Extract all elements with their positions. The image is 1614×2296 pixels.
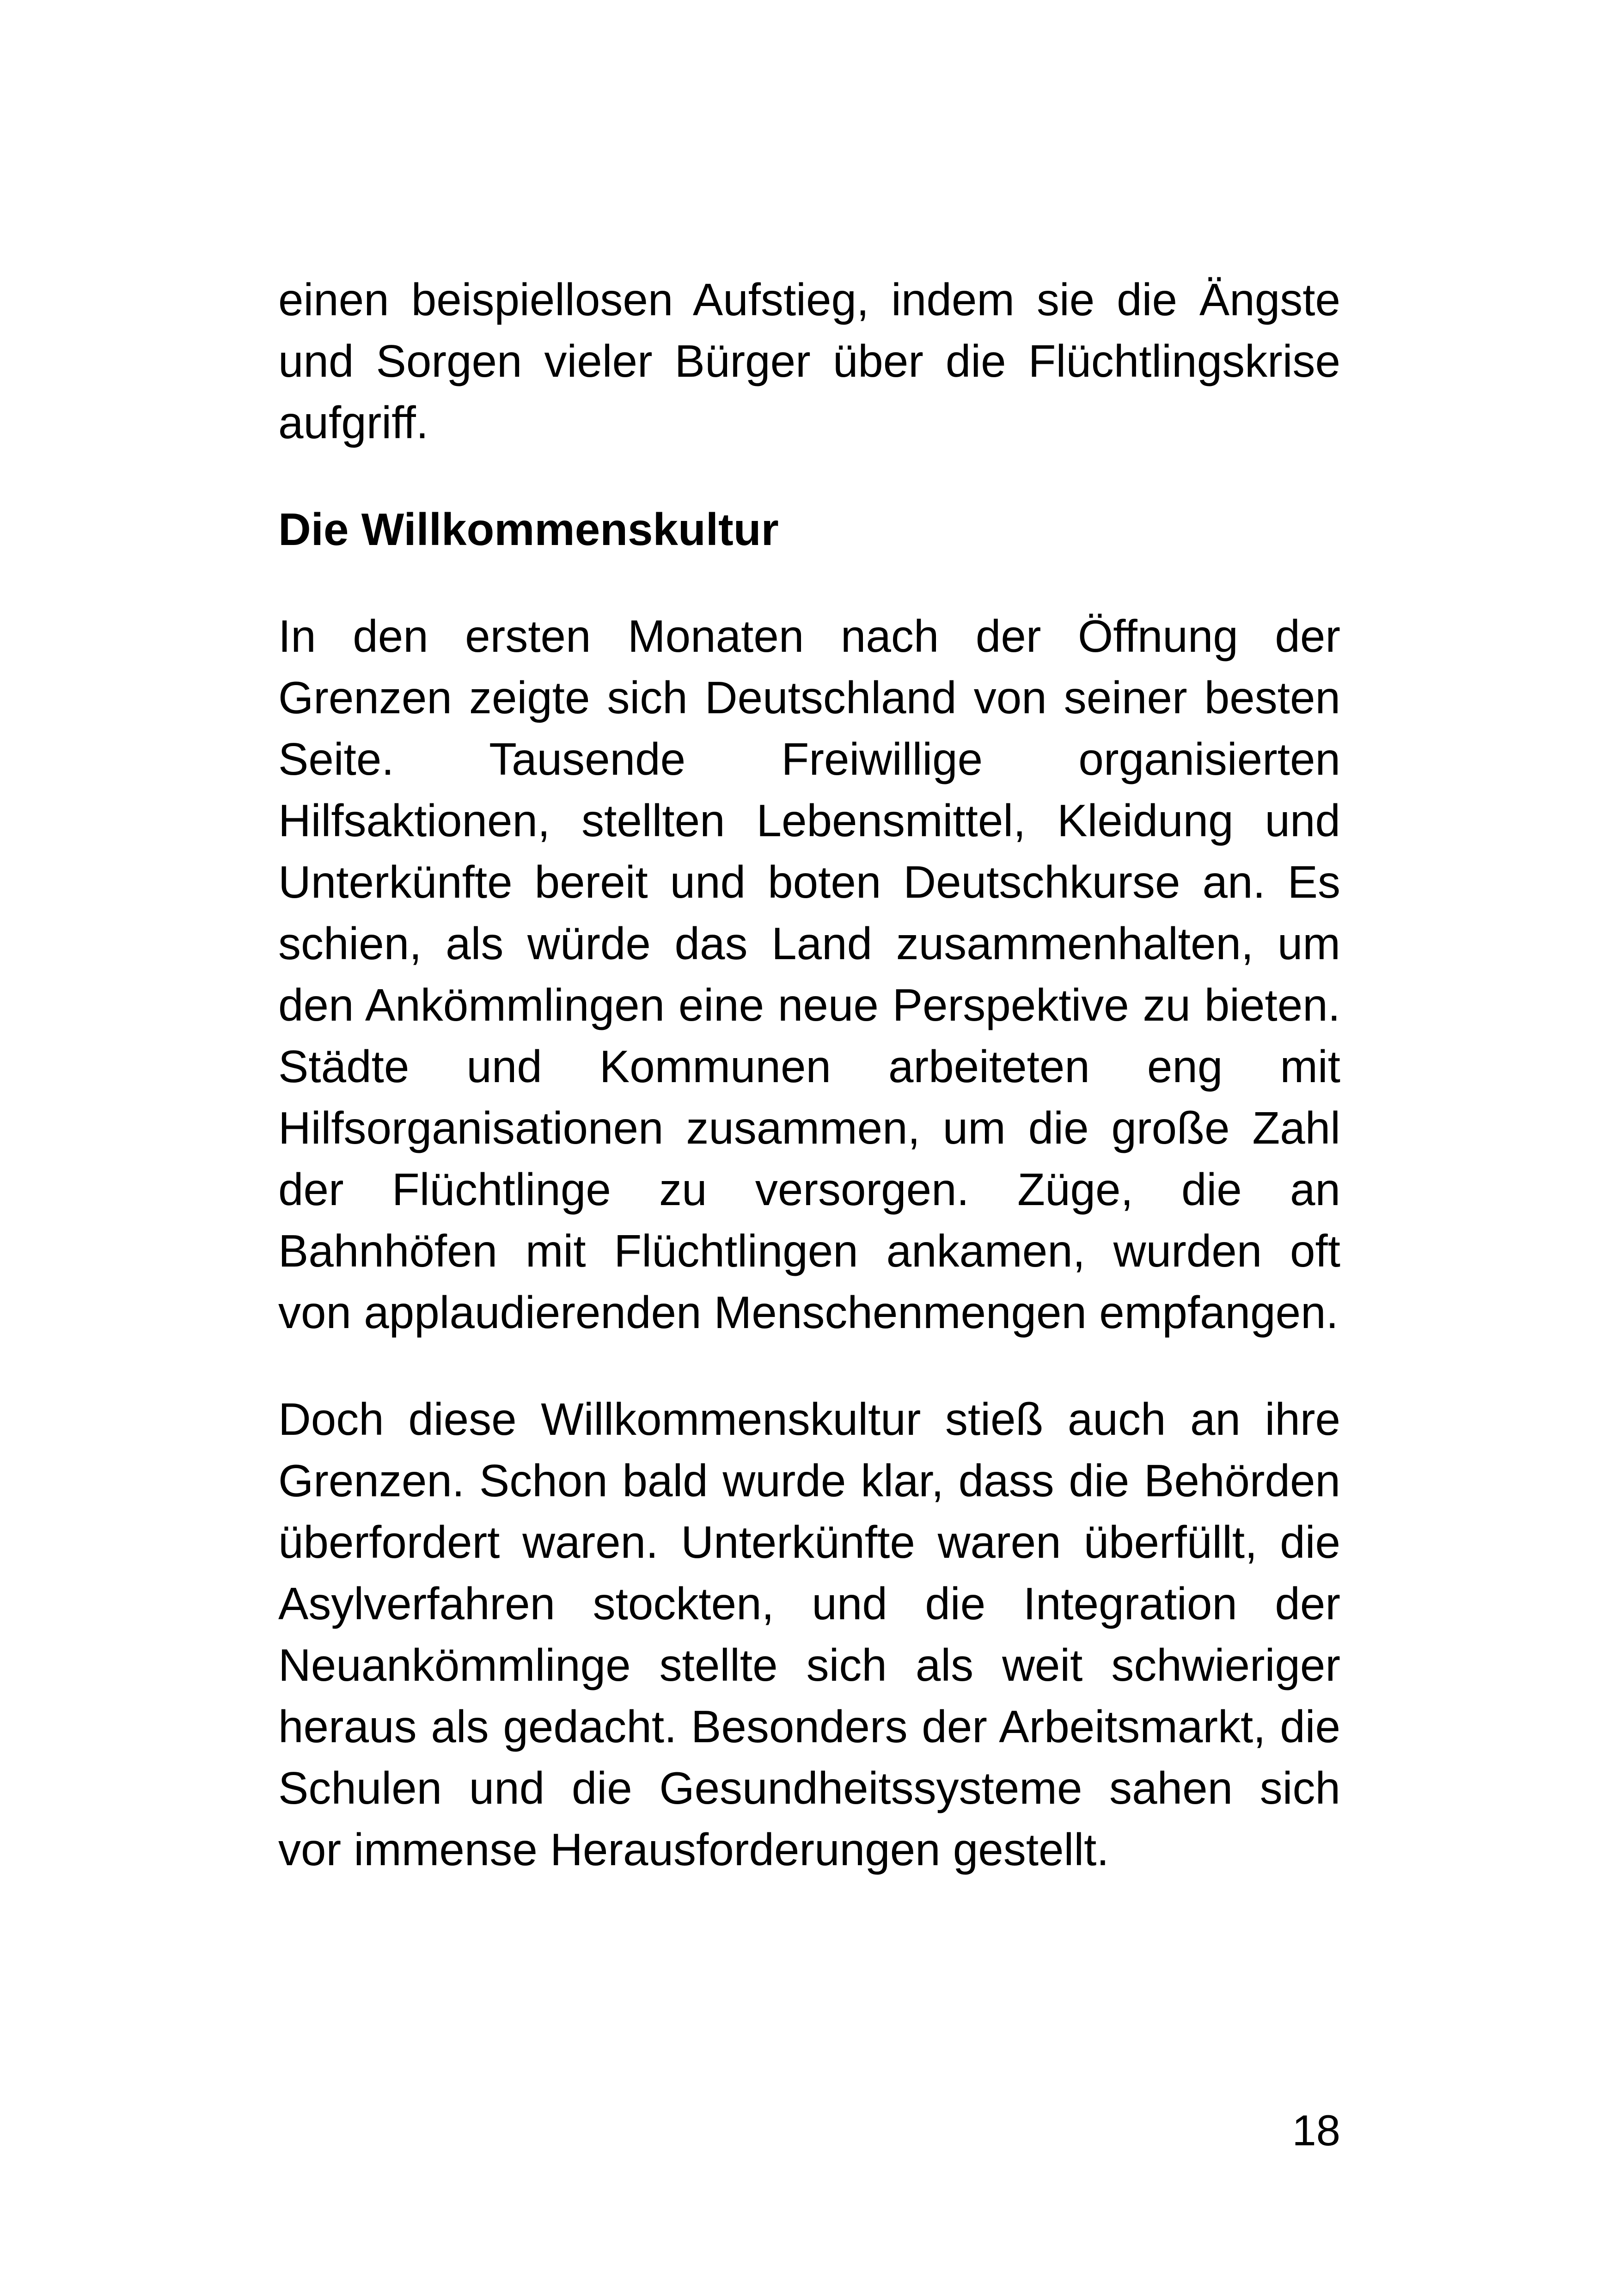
body-paragraph-2: Doch diese Willkommenskultur stieß auch an ihre Grenzen. Schon bald wurde klar, dass die Behörden überfordert waren. Unterkünfte waren überfüllt, die Asylverfahren stockten, und die Integration der Neuankömmlinge stellte sich als weit schwieriger heraus als gedacht. Besonders der Arbeitsmarkt, die Schulen und die Gesundheitssysteme sahen sich vor immense Herausforderungen gestellt. [278, 1394, 1340, 1875]
body-paragraph-1: In den ersten Monaten nach der Öffnung der Grenzen zeigte sich Deutschland von seiner besten Seite. Tausende Freiwillige organisierten Hilfsaktionen, stellten Lebensmittel, Kleidung und Unterkünfte bereit und boten Deutschkurse an. Es schien, als würde das Land zusammenhalten, um den Ankömmlingen eine neue Perspektive zu bieten. Städte und Kommunen arbeiteten eng mit Hilfsorganisationen zusammen, um die große Zahl der Flüchtlinge zu versorgen. Züge, die an Bahnhöfen mit Flüchtlingen ankamen, wurden oft von applaudierenden Menschenmengen empfangen. [278, 611, 1340, 1338]
section-heading: Die Willkommenskultur [278, 504, 779, 555]
page-body [278, 269, 1340, 1880]
intro-paragraph: einen beispiellosen Aufstieg, indem sie die Ängste und Sorgen vieler Bürger über die Flüchtlingskrise aufgriff. [278, 274, 1340, 448]
page-number: 18 [1292, 2106, 1340, 2155]
